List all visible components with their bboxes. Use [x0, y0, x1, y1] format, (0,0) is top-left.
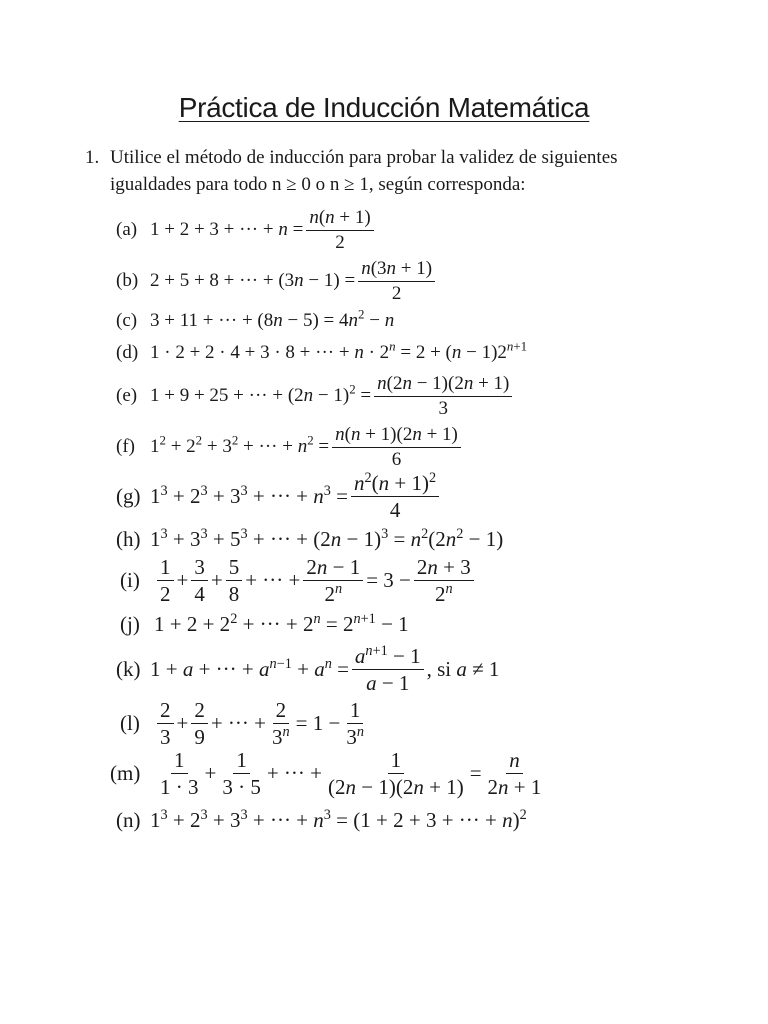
item-label: (e) [116, 385, 138, 407]
problem-number: 1. [85, 147, 100, 168]
item-label: (i) [120, 568, 140, 593]
equation-item-l: (l) $\frac{2}{3}$ + $\frac{2}{9}$ + ··· + $\frac{2}{3^n}$ = 1 − $\frac{1}{3^n}$ [120, 698, 364, 750]
equation-item-m: (m) $\frac{1}{1 \cdot 3}$ + $\frac{1}{3 \cdot 5}$ + ··· + $\frac{1}{(2n - 1)(2n + 1)}$ = $\frac{n}{2n + 1}$ [110, 748, 542, 800]
page-title: Práctica de Inducción Matemática [178, 92, 590, 123]
item-label: (b) [116, 270, 139, 292]
equation-item-h: (h) $1^3 + 3^3 + 5^3$ + ··· + $(2n - 1)^3 = n^2(2n^2 - 1)$ [116, 526, 504, 551]
problem-text-line-2: igualdades para todo n ≥ 0 o n ≥ 1, según corresponda: [110, 174, 526, 195]
item-label: (c) [116, 310, 138, 331]
item-label: (d) [116, 342, 139, 363]
equation-item-g: (g) $1^3 + 2^3 + 3^3$ + ··· + $n^3$ = $\frac{n^2(n + 1)^2}{4}$ [116, 471, 442, 522]
item-label: (h) [116, 527, 141, 551]
item-label: (k) [116, 657, 141, 682]
item-label: (j) [120, 612, 140, 636]
equation-item-e: (e) 1 + 9 + 25 + ··· + $(2n - 1)^2$ = $\frac{n(2n - 1)(2n + 1)}{3}$ [116, 373, 515, 420]
item-label: (n) [116, 808, 141, 832]
equation-item-k: (k) 1 + a + ··· + $a^{n-1} + a^n$ = $\frac{a^{n+1} - 1}{a - 1}$ , si a ≠ 1 [116, 643, 500, 696]
equation-item-a: (a) 1 + 2 + 3 + ··· + n = $\frac{n(n + 1)}{2}$ [116, 207, 377, 254]
equation-item-b: (b) 2 + 5 + 8 + ··· + (3n − 1) = $\frac{n(3n + 1)}{2}$ [116, 258, 438, 305]
item-label: (g) [116, 484, 141, 509]
equation-item-c: (c) 3 + 11 + ··· + $(8n - 5) = 4n^2 - n$ [116, 306, 395, 331]
equation-item-j: (j) $1 + 2 + 2^2$ + ··· + $2^n = 2^{n+1} - 1$ [120, 611, 409, 636]
item-label: (f) [116, 436, 135, 458]
item-label: (l) [120, 711, 140, 736]
item-label: (m) [110, 761, 141, 786]
equation-item-d: (d) 1 · 2 + 2 · 4 + 3 · 8 + ··· + $n \cdot 2^n = 2 + (n - 1)2^{n+1}$ [116, 338, 528, 363]
item-label: (a) [116, 219, 138, 241]
equation-item-f: (f) $1^2 + 2^2 + 3^2$ + ··· + $n^2$ = $\frac{n(n + 1)(2n + 1)}{6}$ [116, 424, 464, 471]
problem-text-line-1: Utilice el método de inducción para probar la validez de siguientes [110, 147, 618, 168]
equation-item-n: (n) $1^3 + 2^3 + 3^3$ + ··· + $n^3 = (1 + 2 + 3$ + ··· + n)$^2$ [116, 807, 527, 832]
equation-item-i: (i) $\frac{1}{2}$ + $\frac{3}{4}$ + $\frac{5}{8}$ + ··· + $\frac{2n - 1}{2^n}$ = 3 − $\frac{2n + 3}{2^n}$ [120, 555, 477, 606]
